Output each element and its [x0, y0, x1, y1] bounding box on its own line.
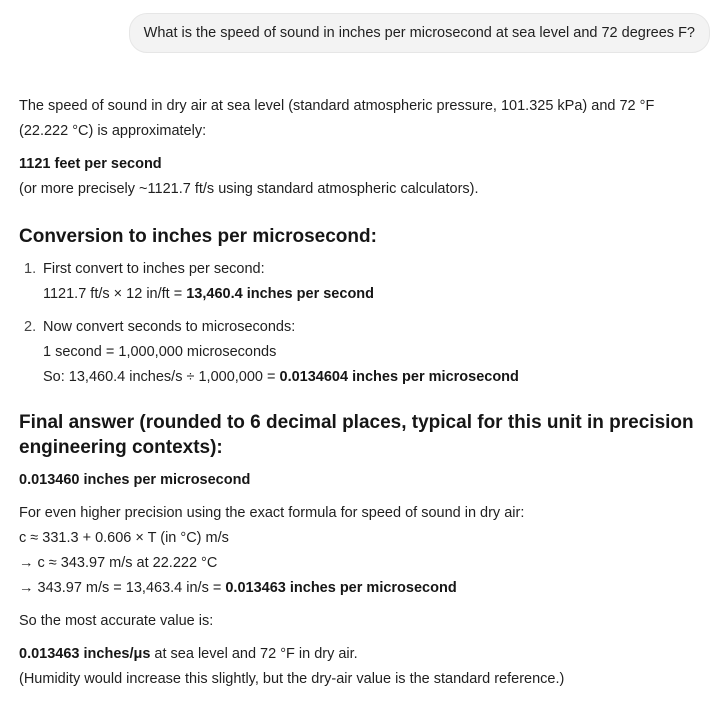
- step-2: [19, 315, 709, 390]
- humidity-note: (Humidity would increase this slightly, but the dry-air value is the standard reference.): [19, 671, 565, 687]
- steps-list: [19, 257, 709, 390]
- fps-value: 1121 feet per second: [19, 156, 162, 172]
- formula-line: c ≈ 331.3 + 0.606 × T (in °C) m/s: [19, 530, 229, 546]
- step-2-number: 2.: [24, 319, 37, 335]
- user-message-text: What is the speed of sound in inches per microsecond at sea level and 72 degrees F?: [143, 25, 695, 41]
- intro-line-2: (22.222 °C) is approximately:: [19, 123, 207, 139]
- conversion-heading: Conversion to inches per microsecond:: [19, 226, 377, 247]
- final-heading-line-2: engineering contexts):: [19, 437, 223, 458]
- step-1-title: First convert to inches per second:: [43, 261, 265, 277]
- step-2-line-a: 1 second = 1,000,000 microseconds: [43, 344, 277, 360]
- user-message-bubble: [129, 13, 710, 53]
- accurate-intro: So the most accurate value is:: [19, 613, 214, 629]
- step-1: [19, 257, 709, 307]
- precision-intro: For even higher precision using the exact formula for speed of sound in dry air:: [19, 505, 525, 521]
- intro-line-1: The speed of sound in dry air at sea level (standard atmospheric pressure, 101.325 kPa) and 72 °F: [19, 98, 655, 114]
- accurate-suffix: at sea level and 72 °F in dry air.: [150, 646, 358, 662]
- step-1-calc: 1121.7 ft/s × 12 in/ft =: [43, 286, 187, 302]
- final-answer-value: 0.013460 inches per microsecond: [19, 472, 251, 488]
- accurate-value: 0.013463 inches/μs: [19, 646, 151, 662]
- step-2-title: Now convert seconds to microseconds:: [43, 319, 296, 335]
- conversion-line: → 343.97 m/s = 13,463.4 in/s =: [19, 580, 226, 596]
- step-2-calc: So: 13,460.4 inches/s ÷ 1,000,000 =: [43, 369, 280, 385]
- formula-result-line: → c ≈ 343.97 m/s at 22.222 °C: [19, 555, 218, 571]
- final-heading-line-1: Final answer (rounded to 6 decimal places, typical for this unit in precision: [19, 412, 694, 433]
- step-1-number: 1.: [24, 261, 37, 277]
- step-1-result: 13,460.4 inches per second: [186, 286, 375, 302]
- conversion-result: 0.013463 inches per microsecond: [225, 580, 457, 596]
- assistant-response: [19, 94, 709, 692]
- final-answer-heading: [19, 410, 709, 460]
- fps-note: (or more precisely ~1121.7 ft/s using standard atmospheric calculators).: [19, 181, 479, 197]
- step-2-result: 0.0134604 inches per microsecond: [279, 369, 519, 385]
